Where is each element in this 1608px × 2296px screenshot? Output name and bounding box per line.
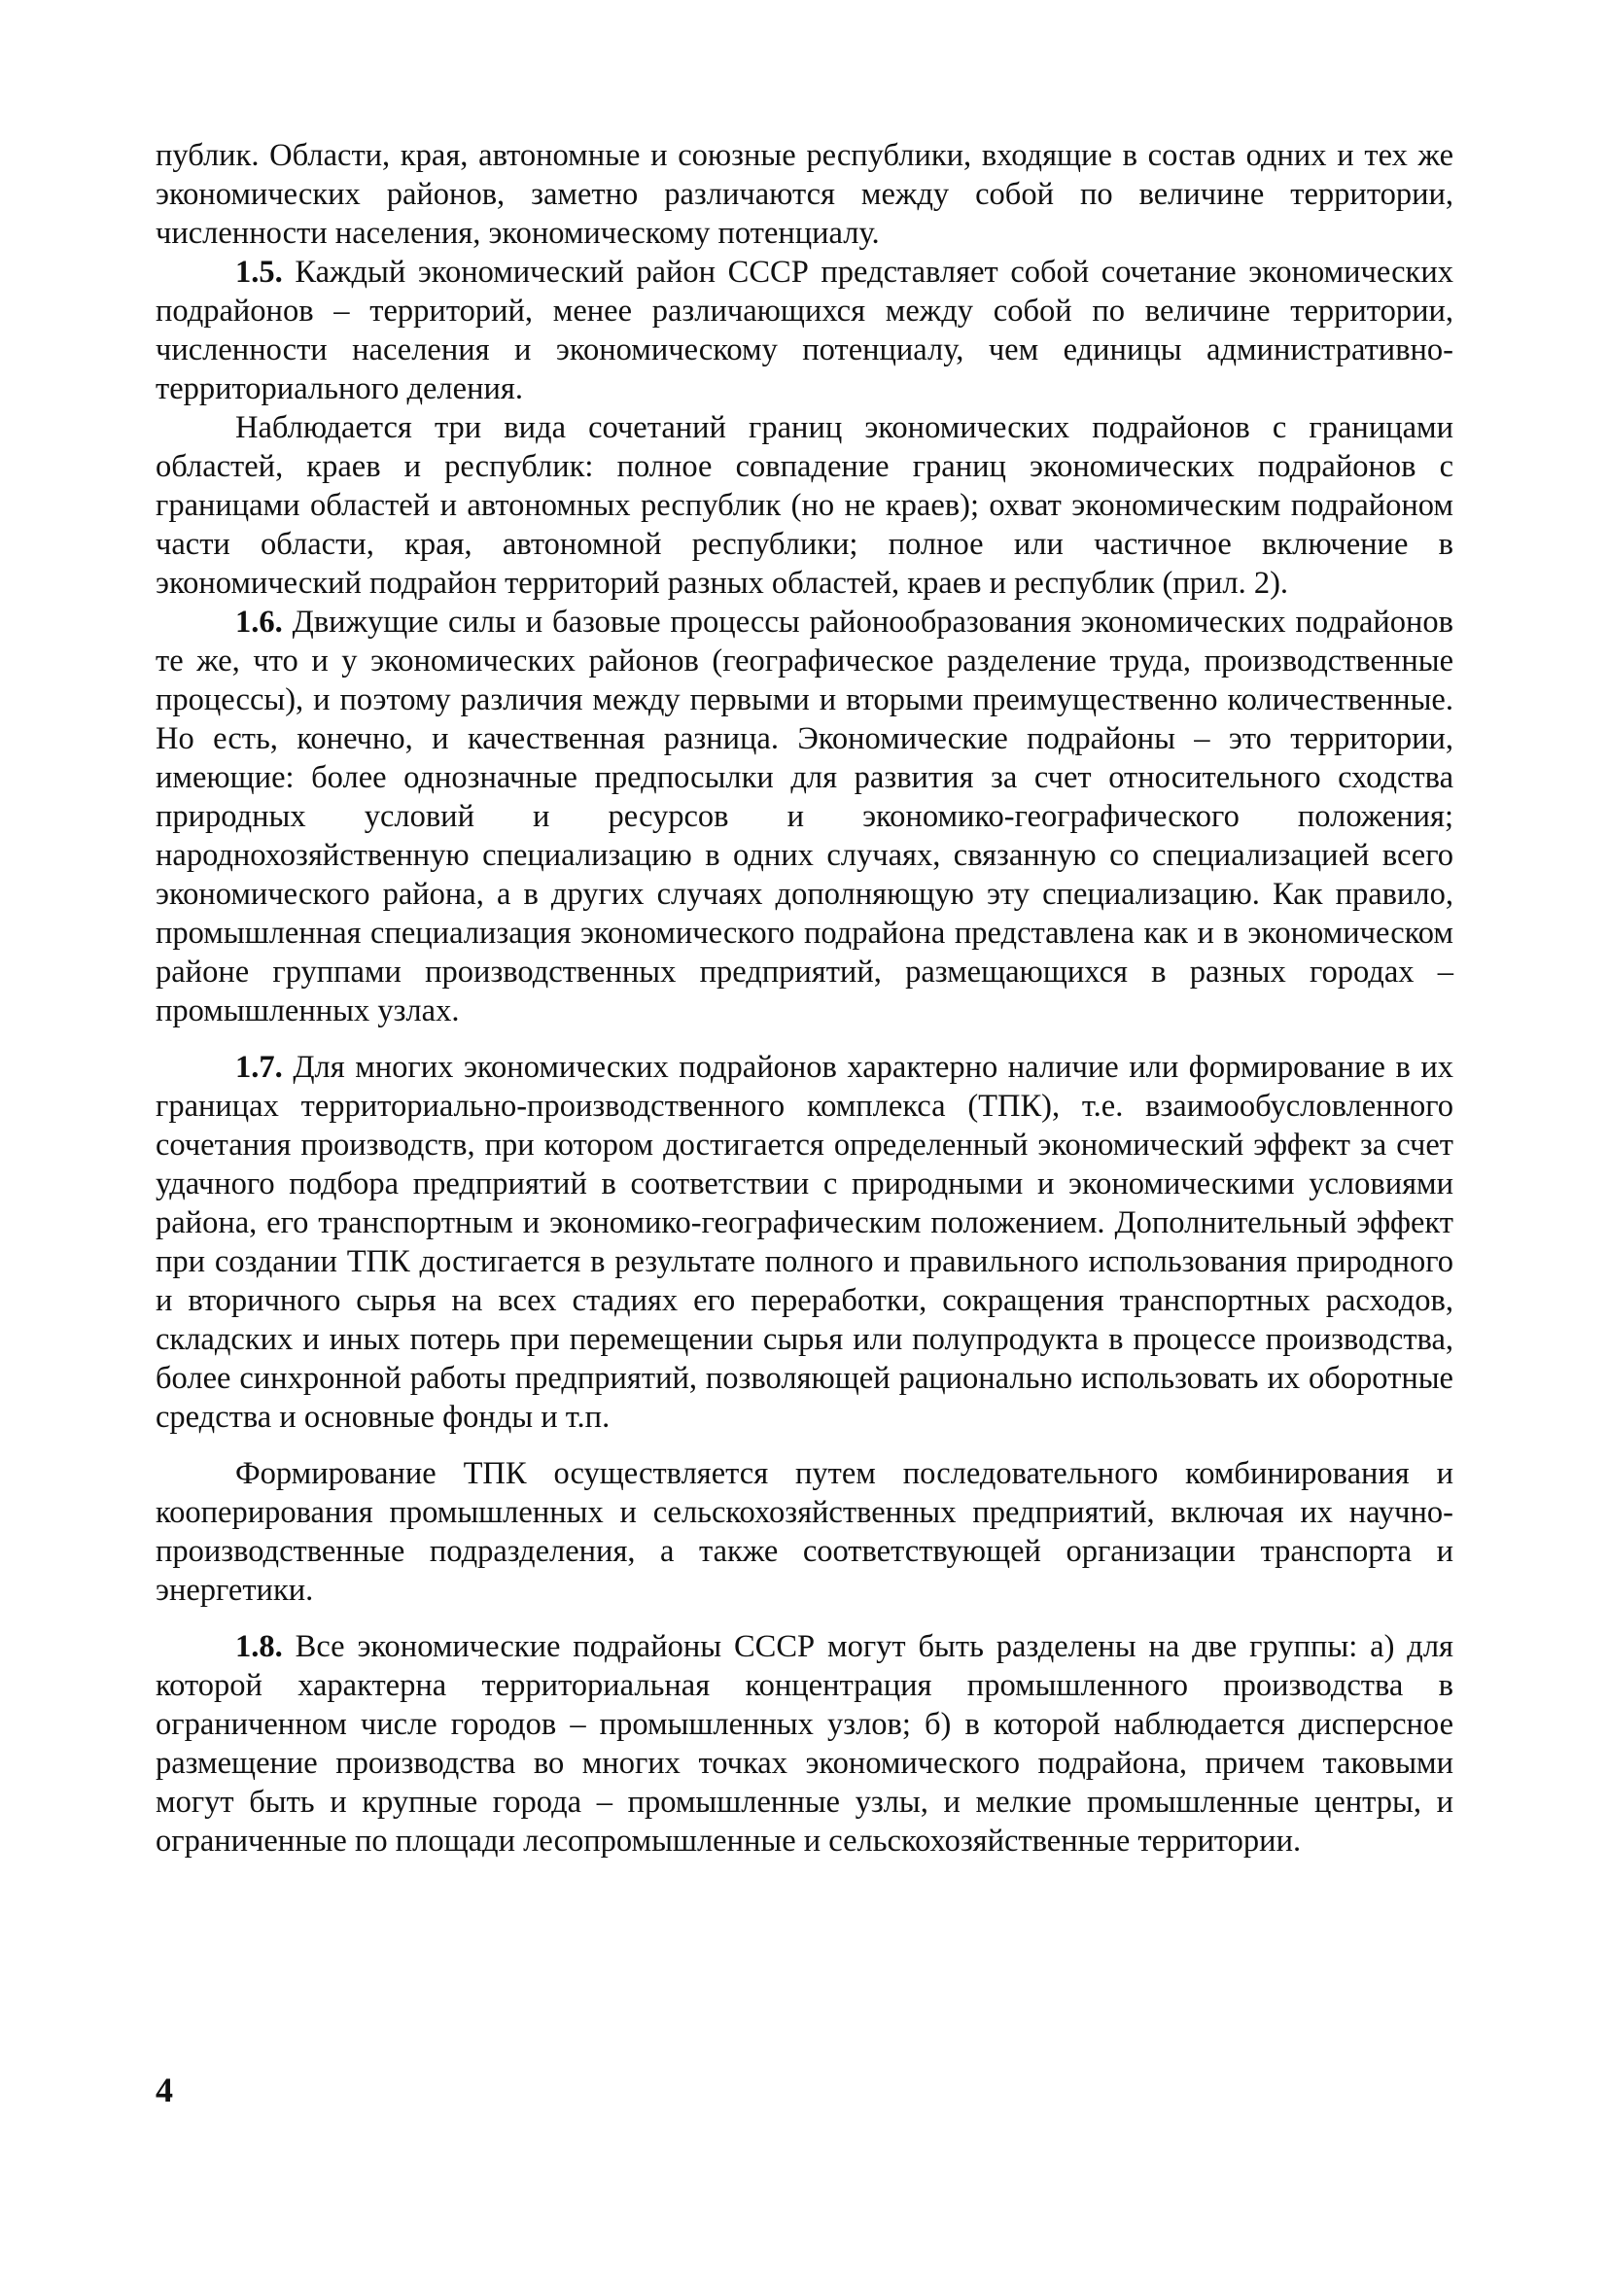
paragraph-text: Движущие силы и базовые процессы районообразования экономических подрайонов те же, что и у экономических районов (географическое разделение труда, производственные процессы), и поэтому различия между первыми и вторыми преимущественно количественные. Но есть, конечно, и качественная разница. Экономические подрайоны – это территории, имеющие: более однозначные предпосылки для развития за счет относительного сходства природных условий и ресурсов и экономико-географического положения; народнохозяйственную специализацию в одних случаях, связанную со специализацией всего экономического района, а в других случаях дополняющую эту специализацию. Как правило, промышленная специализация экономического подрайона представлена как и в экономическом районе группами производственных предприятий, размещающихся в разных городах – промышленных узлах. — [156, 605, 1453, 1028]
paragraph-continuation — [156, 136, 1453, 253]
section-number: 1.5. — [235, 255, 283, 290]
paragraph-tpk-formation — [156, 1454, 1453, 1610]
paragraph-1-5 — [156, 253, 1453, 408]
page-body — [156, 136, 1453, 1861]
paragraph-text: Для многих экономических подрайонов характерно наличие или формирование в их границах территориально-производственного комплекса (ТПК), т.е. взаимообусловленного сочетания производств, при котором достигается определенный экономический эффект за счет удачного подбора предприятий в соответствии с природными и экономическими условиями района, его транспортным и экономико-географическим положением. Дополнительный эффект при создании ТПК достигается в результате полного и правильного использования природного и вторичного сырья на всех стадиях его переработки, сокращения транспортных расходов, складских и иных потерь при перемещении сырья или полупродукта в процессе производства, более синхронной работы предприятий, позволяющей рационально использовать их оборотные средства и основные фонды и т.п. — [156, 1050, 1453, 1435]
section-number: 1.8. — [235, 1629, 283, 1664]
section-number: 1.7. — [235, 1050, 283, 1085]
page-number: 4 — [156, 2070, 173, 2109]
paragraph-1-7 — [156, 1048, 1453, 1437]
paragraph-text: Все экономические подрайоны СССР могут быть разделены на две группы: а) для которой характерна территориальная концентрация промышленного производства в ограниченном числе городов – промышленных узлов; б) в которой наблюдается дисперсное размещение производства во многих точках экономического подрайона, причем таковыми могут быть и крупные города – промышленные узлы, и мелкие промышленные центры, и ограниченные по площади лесопромышленные и сельскохозяйственные территории. — [156, 1629, 1453, 1859]
paragraph-text: Каждый экономический район СССР представляет собой сочетание экономических подрайонов – территорий, менее различающихся между собой по величине территории, численности населения и экономическому потенциалу, чем единицы административно-территориального деления. — [156, 255, 1453, 406]
paragraph-text: Формирование ТПК осуществляется путем последовательного комбинирования и кооперирования промышленных и сельскохозяйственных предприятий, включая их научно-производственные подразделения, а также соответствующей организации транспорта и энергетики. — [156, 1456, 1453, 1608]
paragraph-text: Наблюдается три вида сочетаний границ экономических подрайонов с границами областей, краев и республик: полное совпадение границ экономических подрайонов с границами областей и автономных республик (но не краев); охват экономическим подрайоном части области, края, автономной республики; полное или частичное включение в экономический подрайон территорий разных областей, краев и республик (прил. 2). — [156, 410, 1453, 601]
paragraph-1-6 — [156, 603, 1453, 1030]
paragraph-text: публик. Области, края, автономные и союзные республики, входящие в состав одних и тех же экономических районов, заметно различаются между собой по величине территории, численности населения, экономическому потенциалу. — [156, 138, 1453, 251]
section-number: 1.6. — [235, 605, 283, 640]
paragraph-1-8 — [156, 1627, 1453, 1861]
paragraph-boundaries — [156, 408, 1453, 603]
